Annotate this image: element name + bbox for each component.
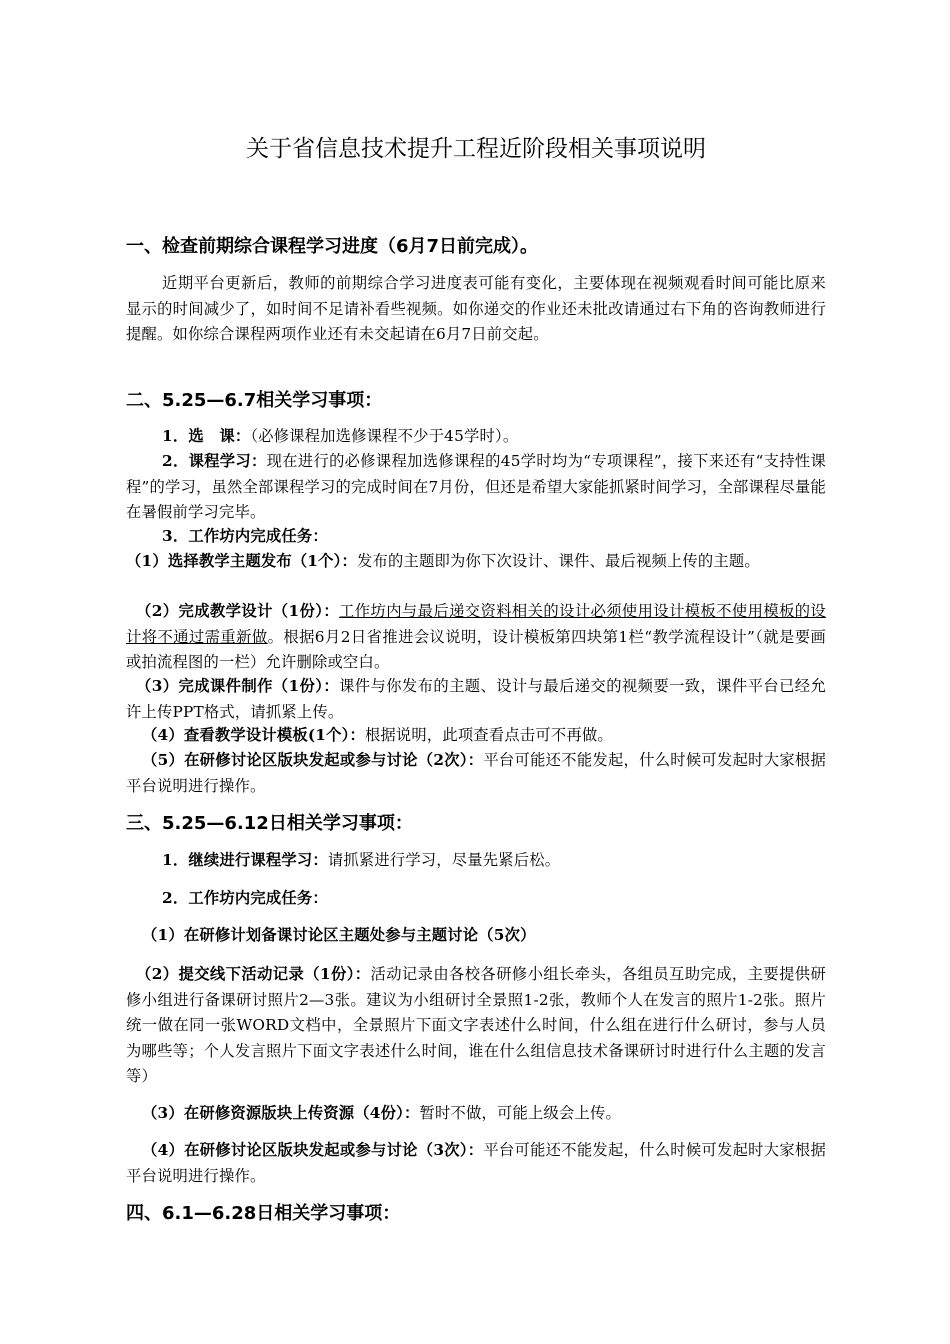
sub-text: 课件与你发布的主题、设计与最后递交的视频要一致，课件平台已经允许上传PPT格式，请抓紧上传。 xyxy=(126,677,826,721)
section-3-heading: 三、5.25—6.12日相关学习事项： xyxy=(126,813,413,834)
section-2-sub-2 xyxy=(126,599,826,676)
document-title: 关于省信息技术提升工程近阶段相关事项说明 xyxy=(246,136,706,162)
section-3-sub-2 xyxy=(126,962,826,1090)
item-text: 请抓紧进行学习，尽量先紧后松。 xyxy=(327,851,561,869)
section-2-sub-3 xyxy=(126,674,826,725)
section-3-sub-1 xyxy=(126,923,826,949)
item-text: 现在进行的必修课程加选修课程的45学时均为“专项课程”，接下来还有“支持性课程”的学习，虽然全部课程学习的完成时间在7月份，但还是希望大家能抓紧时间学习，全部课程尽量能在暑假前学习完毕。 xyxy=(126,452,827,521)
item-label: 2．工作坊内完成任务： xyxy=(162,889,328,907)
sub-text: 平台可能还不能发起，什么时候可发起时大家根据平台说明进行操作。 xyxy=(126,751,826,795)
sub-text: 。根据6月2日省推进会议说明，设计模板第四块第1栏“教学流程设计”（就是要画或拍流程图的一栏）允许删除或空白。 xyxy=(126,627,826,671)
sub-label: （5）在研修讨论区版块发起或参与讨论（2次）： xyxy=(142,751,484,769)
section-2-item-1 xyxy=(126,424,826,450)
sub-label: （1）选择教学主题发布（1个）： xyxy=(126,552,357,570)
sub-label: （1）在研修计划备课讨论区主题处参与主题讨论（5次） xyxy=(142,926,536,944)
section-2-item-2 xyxy=(126,449,826,526)
sub-label: （4）查看教学设计模板(1个）： xyxy=(142,726,365,744)
section-4-heading: 四、6.1—6.28日相关学习事项： xyxy=(126,1203,401,1224)
section-1-paragraph: 近期平台更新后，教师的前期综合学习进度表可能有变化，主要体现在视频观看时间可能比原来显示的时间减少了，如时间不足请补看些视频。如你递交的作业还未批改请通过右下角的咨询教师进行提醒。如你综合课程两项作业还有未交起请在6月7日前交起。 xyxy=(126,274,826,343)
section-3-item-2 xyxy=(126,886,826,912)
section-2-sub-4 xyxy=(126,723,826,749)
sub-text: 暂时不做，可能上级会上传。 xyxy=(419,1104,621,1122)
sub-text: 活动记录由各校各研修小组长牵头，各组员互助完成，主要提供研修小组进行备课研讨照片2—3张。建议为小组研讨全景照1-2张，教师个人在发言的照片1-2张。照片统一做在同一张WORD文档中，全景照片下面文字表述什么时间，什么组在进行什么研讨，参与人员为哪些等；个人发言照片下面文字表述什么时间，谁在什么组信息技术备课研讨时进行什么主题的发言等） xyxy=(126,965,826,1085)
section-3-sub-4 xyxy=(126,1138,826,1189)
sub-text: 平台可能还不能发起，什么时候可发起时大家根据平台说明进行操作。 xyxy=(126,1141,826,1185)
section-2-sub-1 xyxy=(126,549,826,575)
item-text: （必修课程加选修课程不少于45学时）。 xyxy=(250,427,519,445)
sub-underlined-text: 工作坊内与最后递交资料相关的设计必须使用设计模板不使用模板的设计将不通过需重新做 xyxy=(126,602,826,646)
section-2-item-3 xyxy=(126,524,826,550)
section-3-sub-3 xyxy=(126,1101,826,1127)
sub-text: 发布的主题即为你下次设计、课件、最后视频上传的主题。 xyxy=(357,552,760,570)
sub-label: （2）提交线下活动记录（1份）： xyxy=(136,965,371,983)
item-label: 2．课程学习： xyxy=(162,452,267,470)
section-1-heading: 一、检查前期综合课程学习进度（6月7日前完成）。 xyxy=(126,236,539,257)
section-3-item-1 xyxy=(126,848,826,874)
section-2-sub-5 xyxy=(126,748,826,799)
item-label: 1．继续进行课程学习： xyxy=(162,851,328,869)
item-label: 1．选 课： xyxy=(162,427,251,445)
section-2-heading: 二、5.25—6.7相关学习事项： xyxy=(126,390,383,411)
sub-label: （3）在研修资源版块上传资源（4份）： xyxy=(142,1104,420,1122)
sub-label: （3）完成课件制作（1份）： xyxy=(136,677,340,695)
sub-text: 根据说明，此项查看点击可不再做。 xyxy=(364,726,613,744)
sub-label: （2）完成教学设计（1份）： xyxy=(136,602,340,620)
sub-label: （4）在研修讨论区版块发起或参与讨论（3次）： xyxy=(142,1141,484,1159)
item-label: 3．工作坊内完成任务： xyxy=(162,527,328,545)
